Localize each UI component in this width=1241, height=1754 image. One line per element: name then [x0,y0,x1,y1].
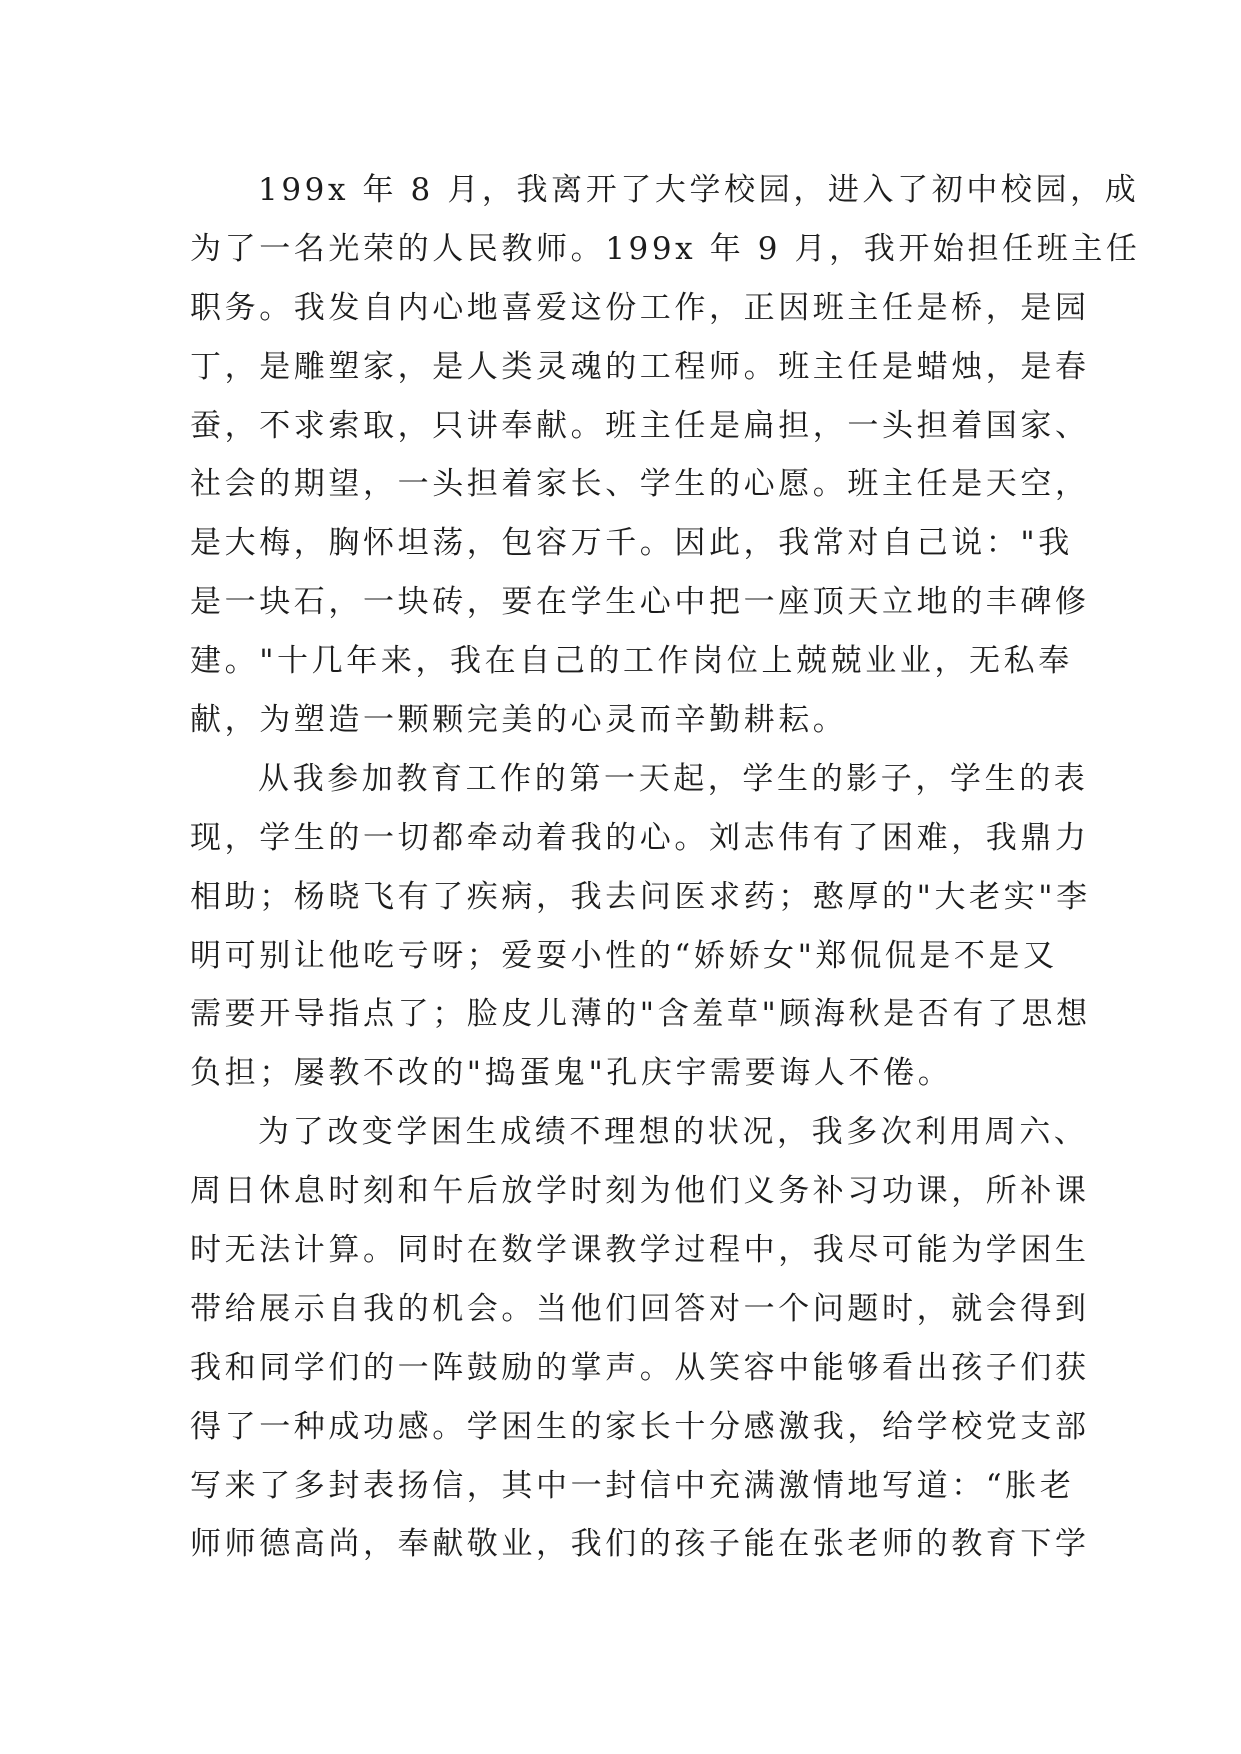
text-line: 为了一名光荣的人民教师。199x 年 9 月，我开始担任班主任 [190,230,1141,267]
text-line: 师师德高尚，奉献敬业，我们的孩子能在张老师的教育下学 [190,1526,1090,1563]
text-line: 是一块石，一块砖，要在学生心中把一座顶天立地的丰碑修 [190,584,1090,621]
text-line: 职务。我发自内心地喜爱这份工作，正因班主任是桥，是园 [190,289,1090,326]
text-line: 社会的期望，一头担着家长、学生的心愿。班主任是天空， [190,466,1090,503]
text-line: 为了改变学困生成绩不理想的状况，我多次利用周六、 [258,1114,1089,1151]
text-line: 建。"十几年来，我在自己的工作岗位上兢兢业业，无私奉 [190,643,1073,680]
text-line: 是大梅，胸怀坦荡，包容万千。因此，我常对自己说："我 [190,525,1073,562]
text-line: 献，为塑造一颗颗完美的心灵而辛勤耕耘。 [190,702,848,739]
text-line: 丁，是雕塑家，是人类灵魂的工程师。班主任是蜡烛，是春 [190,348,1090,385]
paragraph [190,750,1091,1103]
text-line: 需要开导指点了；脸皮儿薄的"含羞草"顾海秋是否有了思想 [190,996,1091,1033]
text-line: 蚕，不求索取，只讲奉献。班主任是扁担，一头担着国家、 [190,407,1090,444]
text-line: 相助；杨晓飞有了疾病，我去问医求药；憨厚的"大老实"李 [190,878,1091,915]
paragraph [190,161,1141,750]
text-line: 负担；屡教不改的"捣蛋鬼"孔庆宇需要诲人不倦。 [190,1055,953,1092]
text-line: 周日休息时刻和午后放学时刻为他们义务补习功课，所补课 [190,1173,1090,1210]
text-line: 时无法计算。同时在数学课教学过程中，我尽可能为学困生 [190,1232,1090,1269]
text-line: 得了一种成功感。学困生的家长十分感激我，给学校党支部 [190,1408,1090,1445]
text-line: 写来了多封表扬信，其中一封信中充满激情地写道：“胀老 [190,1467,1075,1504]
text-line: 现，学生的一切都牵动着我的心。刘志伟有了困难，我鼎力 [190,819,1090,856]
text-line: 我和同学们的一阵鼓励的掌声。从笑容中能够看出孩子们获 [190,1349,1090,1386]
paragraph [190,1103,1090,1574]
document-body [190,161,1141,1574]
text-line: 从我参加教育工作的第一天起，学生的影子，学生的表 [258,760,1089,797]
text-line: 明可别让他吃亏呀；爱耍小性的“娇娇女"郑侃侃是不是又 [190,937,1058,974]
text-line: 199x 年 8 月，我离开了大学校园，进入了初中校园，成 [258,172,1140,208]
text-line: 带给展示自我的机会。当他们回答对一个问题时，就会得到 [190,1290,1090,1327]
